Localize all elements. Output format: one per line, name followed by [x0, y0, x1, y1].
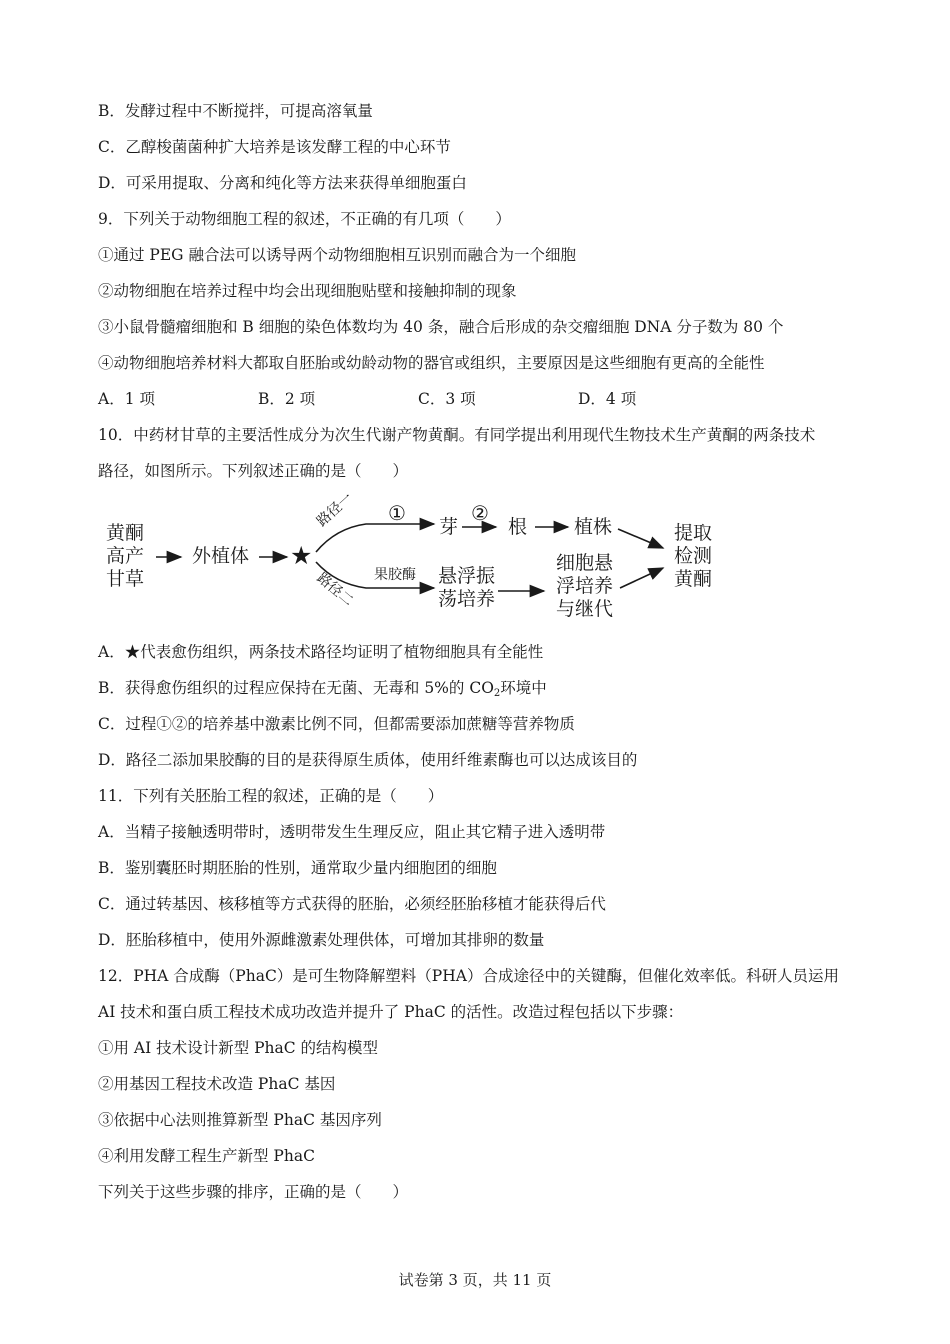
q12-question: 下列关于这些步骤的排序，正确的是（ ） — [98, 1183, 409, 1201]
q9-option-b: B．2 项 — [258, 390, 316, 408]
q11-option-a: A．当精子接触透明带时，透明带发生生理反应，阻止其它精子进入透明带 — [98, 823, 606, 841]
q9-statement-4: ④动物细胞培养材料大都取自胚胎或幼龄动物的器官或组织，主要原因是这些细胞有更高的全能性 — [98, 354, 765, 372]
suspension-line-2: 荡培养 — [438, 588, 496, 610]
q11-stem: 11．下列有关胚胎工程的叙述，正确的是（ ） — [98, 787, 444, 805]
suspension-box — [438, 565, 495, 611]
result-line-1: 提取 — [674, 522, 713, 544]
q9-statement-1: ①通过 PEG 融合法可以诱导两个动物细胞相互识别而融合为一个细胞 — [98, 246, 576, 264]
path1-label: 路径一 — [314, 489, 356, 530]
result-line-3: 黄酮 — [674, 568, 713, 590]
source-line-2: 高产 — [105, 545, 144, 567]
q12-stem-line1: 12．PHA 合成酶（PhaC）是可生物降解塑料（PHA）合成途径中的关键酶，但催化效率低。科研人员运用 — [98, 967, 839, 985]
q10-option-b — [98, 678, 547, 704]
q12-step-1: ①用 AI 技术设计新型 PhaC 的结构模型 — [98, 1039, 379, 1057]
q8-option-b: B．发酵过程中不断搅拌，可提高溶氧量 — [98, 102, 373, 120]
source-line-3: 甘草 — [105, 568, 144, 590]
cell-culture-line-3: 与继代 — [556, 598, 614, 620]
q10-option-b-text: B．获得愈伤组织的过程应保持在无菌、无毒和 5%的 CO — [98, 679, 494, 697]
result-line-2: 检测 — [674, 545, 713, 567]
source-box — [102, 522, 148, 591]
arrow-path1 — [316, 524, 434, 552]
plant-label: 植株 — [574, 516, 613, 538]
q8-option-d: D．可采用提取、分离和纯化等方法来获得单细胞蛋白 — [98, 174, 467, 192]
q9-stem: 9．下列关于动物细胞工程的叙述，不正确的有几项（ ） — [98, 210, 511, 228]
q9-statement-2: ②动物细胞在培养过程中均会出现细胞贴壁和接触抑制的现象 — [98, 282, 517, 300]
path2-label: 路径二 — [313, 570, 357, 610]
q10-option-a: A．★代表愈伤组织，两条技术路径均证明了植物细胞具有全能性 — [98, 643, 544, 661]
q9-option-a: A．1 项 — [98, 390, 155, 408]
root-label: 根 — [508, 516, 528, 538]
q9-option-d: D．4 项 — [578, 390, 637, 408]
q9-option-c: C．3 项 — [418, 390, 476, 408]
step-1-marker: ① — [388, 501, 406, 525]
cell-culture-line-1: 细胞悬 — [556, 552, 614, 574]
cell-culture-box — [556, 552, 613, 621]
q10-option-c: C．过程①②的培养基中激素比例不同，但都需要添加蔗糖等营养物质 — [98, 715, 575, 733]
arrow-plant-to-result — [618, 529, 663, 548]
step-2-marker: ② — [471, 501, 489, 525]
cell-culture-line-2: 浮培养 — [556, 575, 614, 597]
explant-label: 外植体 — [192, 545, 250, 567]
q11-option-b: B．鉴别囊胚时期胚胎的性别，通常取少量内细胞团的细胞 — [98, 859, 497, 877]
q10-option-d: D．路径二添加果胶酶的目的是获得原生质体，使用纤维素酶也可以达成该目的 — [98, 751, 638, 769]
source-line-1: 黄酮 — [105, 522, 144, 544]
q8-option-c: C．乙醇梭菌菌种扩大培养是该发酵工程的中心环节 — [98, 138, 451, 156]
q10-option-b-subscript: 2 — [493, 688, 501, 699]
q10-option-b-tail: 环境中 — [500, 679, 547, 697]
result-box — [674, 522, 712, 591]
bud-label: 芽 — [439, 516, 459, 538]
page-footer: 试卷第 3 页，共 11 页 — [398, 1271, 552, 1289]
star-callus-icon: ★ — [290, 541, 313, 570]
pectinase-label: 果胶酶 — [374, 567, 416, 583]
q11-option-d: D．胚胎移植中，使用外源雌激素处理供体，可增加其排卵的数量 — [98, 931, 545, 949]
q9-statement-3: ③小鼠骨髓瘤细胞和 B 细胞的染色体数均为 40 条，融合后形成的杂交瘤细胞 DNA 分子数为 80 个 — [98, 318, 784, 336]
q12-step-2: ②用基因工程技术改造 PhaC 基因 — [98, 1075, 336, 1093]
q12-step-3: ③依据中心法则推算新型 PhaC 基因序列 — [98, 1111, 382, 1129]
q12-step-4: ④利用发酵工程生产新型 PhaC — [98, 1147, 315, 1165]
q9-options — [98, 389, 636, 409]
flavonoid-production-diagram — [98, 489, 738, 625]
arrow-culture-to-result — [620, 568, 663, 588]
q11-option-c: C．通过转基因、核移植等方式获得的胚胎，必须经胚胎移植才能获得后代 — [98, 895, 606, 913]
q10-stem-line1: 10．中药材甘草的主要活性成分为次生代谢产物黄酮。有同学提出利用现代生物技术生产黄酮的两条技术 — [98, 426, 816, 444]
suspension-line-1: 悬浮振 — [438, 565, 496, 587]
q12-stem-line2: AI 技术和蛋白质工程技术成功改造并提升了 PhaC 的活性。改造过程包括以下步骤： — [98, 1003, 684, 1021]
q10-stem-line2: 路径，如图所示。下列叙述正确的是（ ） — [98, 462, 409, 480]
